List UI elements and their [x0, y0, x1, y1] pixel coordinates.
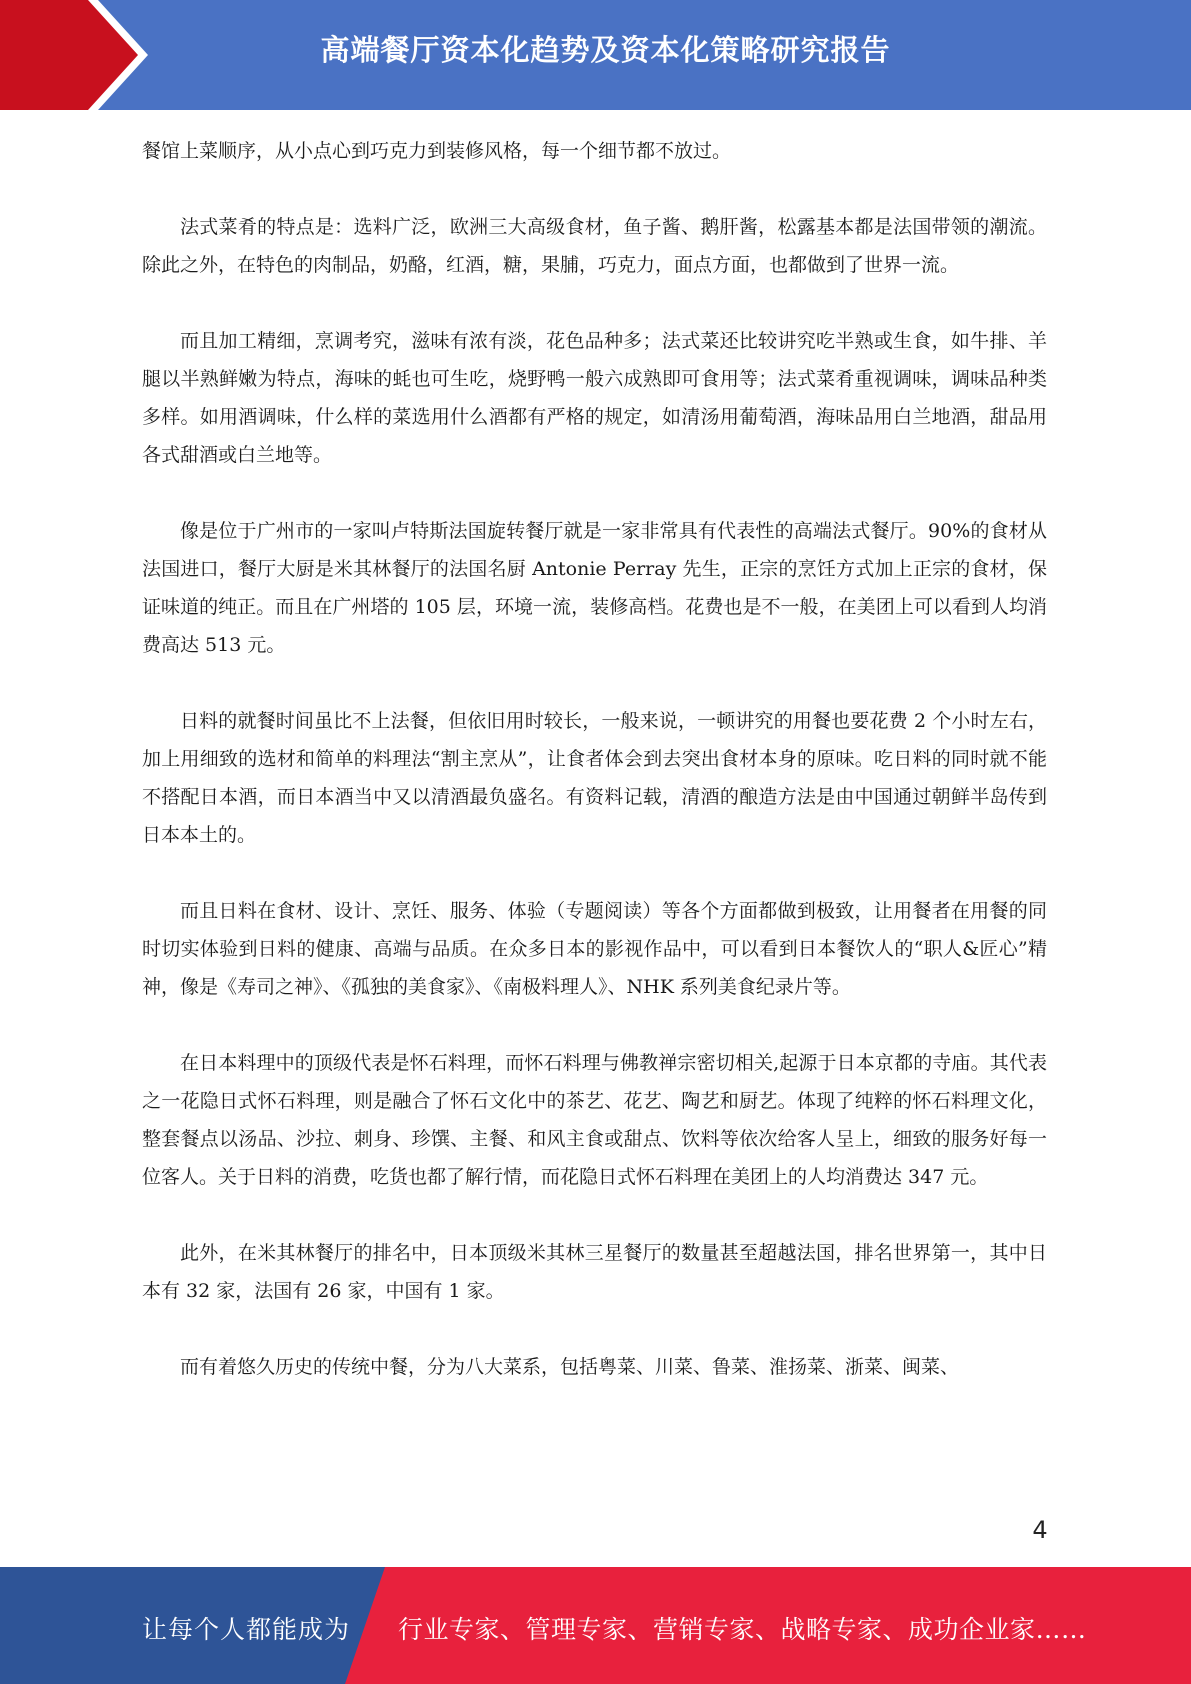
paragraph-5: 日料的就餐时间虽比不上法餐，但依旧用时较长，一般来说，一顿讲究的用餐也要花费 2 个小时左右，加上用细致的选材和简单的料理法“割主烹从”，让食者体会到去突出食材本身的原味。吃日料的同时就不能不搭配日本酒，而日本酒当中又以清酒最负盛名。有资料记载，清酒的酿造方法是由中国通过朝鲜半岛传到日本本土的。 — [142, 710, 1047, 846]
paragraph-6: 而且日料在食材、设计、烹饪、服务、体验（专题阅读）等各个方面都做到极致，让用餐者在用餐的同时切实体验到日料的健康、高端与品质。在众多日本的影视作品中，可以看到日本餐饮人的“职人&匠心”精神，像是《寿司之神》、《孤独的美食家》、《南极料理人》、NHK 系列美食纪录片等。 — [142, 900, 1047, 998]
page-number: 4 — [1032, 1516, 1048, 1544]
footer-slogan-left: 让每个人都能成为 — [142, 1615, 351, 1644]
paragraph-3: 而且加工精细，烹调考究，滋味有浓有淡，花色品种多；法式菜还比较讲究吃半熟或生食，如牛排、羊腿以半熟鲜嫩为特点，海味的蚝也可生吃，烧野鸭一般六成熟即可食用等；法式菜肴重视调味，调味品种类多样。如用酒调味，什么样的菜选用什么酒都有严格的规定，如清汤用葡萄酒，海味品用白兰地酒，甜品用各式甜酒或白兰地等。 — [142, 330, 1047, 466]
paragraph-1: 餐馆上菜顺序，从小点心到巧克力到装修风格，每一个细节都不放过。 — [142, 140, 732, 162]
paragraph-8: 此外，在米其林餐厅的排名中，日本顶级米其林三星餐厅的数量甚至超越法国，排名世界第一，其中日本有 32 家，法国有 26 家，中国有 1 家。 — [142, 1242, 1047, 1302]
paragraph-9: 而有着悠久历史的传统中餐，分为八大菜系，包括粤菜、川菜、鲁菜、淮扬菜、浙菜、闽菜、 — [180, 1356, 960, 1378]
paragraph-2: 法式菜肴的特点是：选料广泛，欧洲三大高级食材，鱼子酱、鹅肝酱，松露基本都是法国带领的潮流。除此之外，在特色的肉制品，奶酪，红酒，糖，果脯，巧克力，面点方面，也都做到了世界一流。 — [142, 216, 1047, 276]
document-body — [142, 132, 1047, 1424]
footer-slogan-right: 行业专家、管理专家、营销专家、战略专家、成功企业家…… — [398, 1615, 1087, 1644]
page-header — [0, 0, 1191, 110]
paragraph-7: 在日本料理中的顶级代表是怀石料理，而怀石料理与佛教禅宗密切相关,起源于日本京都的寺庙。其代表之一花隐日式怀石料理，则是融合了怀石文化中的茶艺、花艺、陶艺和厨艺。体现了纯粹的怀石料理文化，整套餐点以汤品、沙拉、刺身、珍馔、主餐、和风主食或甜点、饮料等依次给客人呈上，细致的服务好每一位客人。关于日料的消费，吃货也都了解行情，而花隐日式怀石料理在美团上的人均消费达 347 元。 — [142, 1052, 1047, 1188]
report-title: 高端餐厅资本化趋势及资本化策略研究报告 — [320, 33, 891, 67]
paragraph-4: 像是位于广州市的一家叫卢特斯法国旋转餐厅就是一家非常具有代表性的高端法式餐厅。90%的食材从法国进口，餐厅大厨是米其林餐厅的法国名厨 Antonie Perray 先生，正宗的烹饪方式加上正宗的食材，保证味道的纯正。而且在广州塔的 105 层，环境一流，装修高档。花费也是不一般，在美团上可以看到人均消费高达 513 元。 — [142, 520, 1047, 656]
